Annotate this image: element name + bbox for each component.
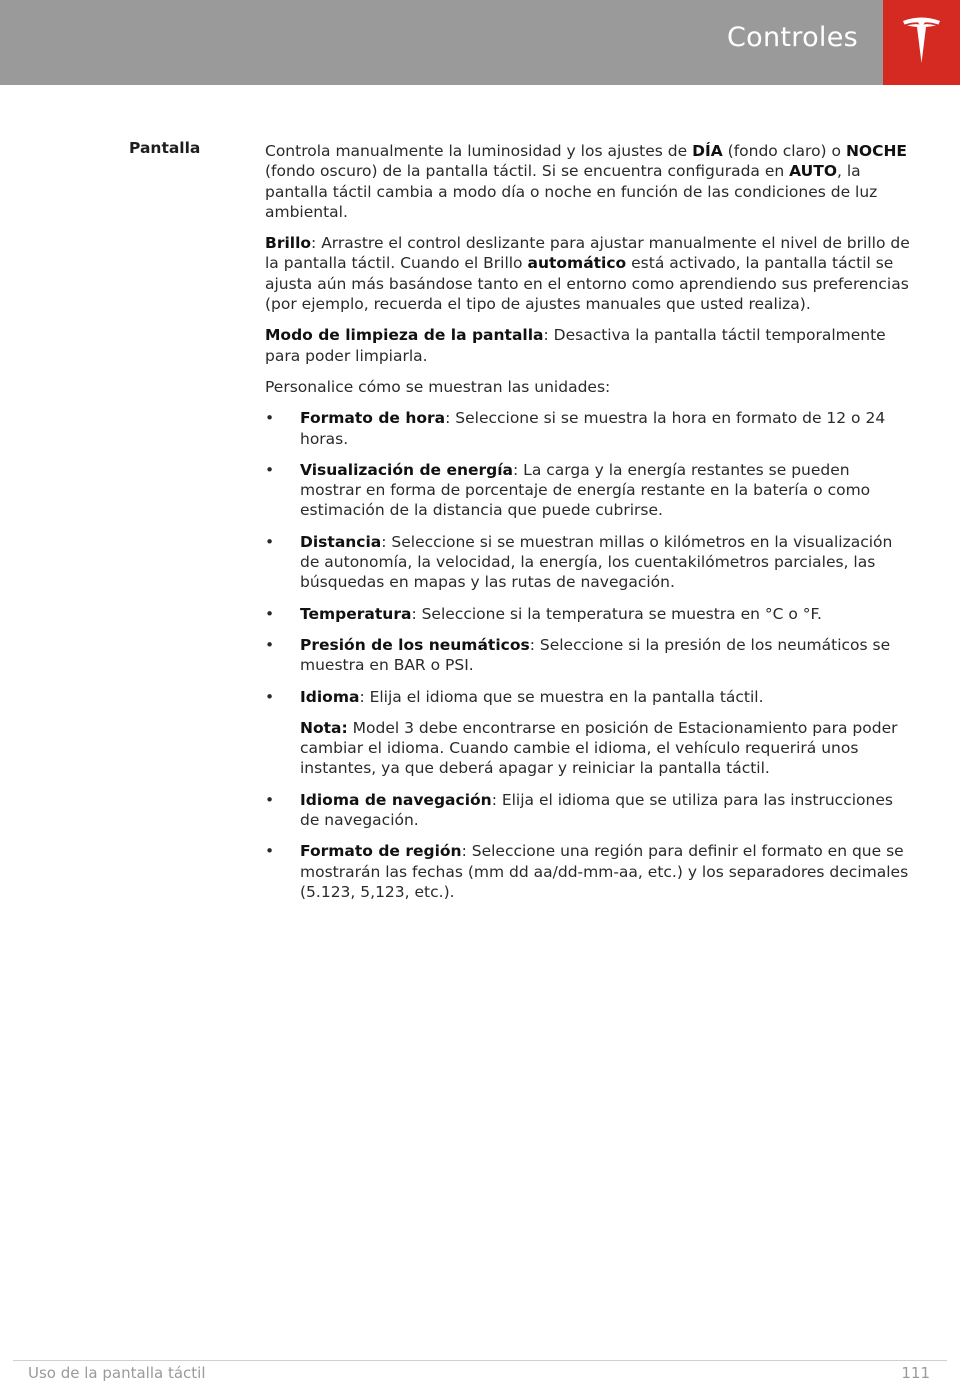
list-item <box>265 687 913 707</box>
bullet: • <box>265 635 275 654</box>
item-text: : Seleccione si se muestra la hora en formato de 12 o 24 horas. <box>300 409 886 448</box>
section-content <box>265 141 913 913</box>
brightness-text-2: está activado, la pantalla táctil se ajusta aún más basándose tanto en el entorno como aprendiendo sus preferencias (por ejemplo, recuerda el tipo de ajustes manuales que usted realiza). <box>265 254 909 314</box>
night-label: NOCHE <box>845 142 908 160</box>
list-item <box>265 408 913 449</box>
note-label: Nota: <box>300 718 348 737</box>
bullet: • <box>265 460 275 479</box>
item-label: Idioma de navegación <box>300 790 492 809</box>
item-text: : Seleccione si se muestran millas o kilómetros en la visualización de autonomía, la velocidad, la energía, los cuentakilómetros parciales, las búsquedas en mapas y las rutas de navegación. <box>300 532 893 592</box>
language-note <box>265 718 913 779</box>
day-label: DÍA <box>692 142 723 160</box>
automatic-label: automático <box>527 254 627 273</box>
footer-divider <box>13 1360 947 1361</box>
list-item <box>265 604 913 624</box>
intro-text-3: (fondo oscuro) de la pantalla táctil. Si se encuentra configurada en <box>265 162 790 181</box>
intro-paragraph <box>265 141 913 222</box>
bullet: • <box>265 409 275 428</box>
note-text: Model 3 debe encontrarse en posición de Estacionamiento para poder cambiar el idioma. Cuando cambie el idioma, el vehículo requerirá unos instantes, ya que deberá apagar y reiniciar la pantalla táctil. <box>300 718 898 778</box>
bullet: • <box>265 687 275 706</box>
item-text: : Seleccione si la presión de los neumáticos se muestra en BAR o PSI. <box>300 635 891 675</box>
bullet: • <box>265 842 275 861</box>
units-list <box>265 408 913 707</box>
cleaning-mode-label: Modo de limpieza de la pantalla <box>265 326 544 345</box>
units-list-continued <box>265 790 913 902</box>
section-label: Pantalla <box>129 139 201 157</box>
page-number: 111 <box>901 1364 930 1382</box>
intro-text-4: , la pantalla táctil cambia a modo día o noche en función de las condiciones de luz ambiental. <box>265 162 878 221</box>
cleaning-paragraph <box>265 325 913 366</box>
brightness-text-1: : Arrastre el control deslizante para ajustar manualmente el nivel de brillo de la pantalla táctil. Cuando el Brillo <box>265 234 910 273</box>
list-item <box>265 635 913 676</box>
logo-box <box>883 0 960 85</box>
item-label: Formato de región <box>300 842 462 861</box>
units-intro: Personalice cómo se muestran las unidades: <box>265 377 611 396</box>
item-text: : Seleccione una región para definir el formato en que se mostrarán las fechas (mm dd aa/dd-mm-aa, etc.) y los separadores decimales (5.123, 5,123, etc.). <box>300 842 909 901</box>
item-label: Visualización de energía <box>300 460 514 479</box>
brightness-label: Brillo <box>265 234 312 253</box>
list-item <box>265 790 913 831</box>
cleaning-text: : Desactiva la pantalla táctil temporalmente para poder limpiarla. <box>265 326 886 365</box>
item-text: : La carga y la energía restantes se pueden mostrar en forma de porcentaje de energía restante en la batería o como estimación de la distancia que puede cubrirse. <box>300 460 871 520</box>
bullet: • <box>265 790 275 809</box>
brightness-paragraph <box>265 233 913 314</box>
bullet: • <box>265 604 275 623</box>
item-label: Temperatura <box>300 604 412 623</box>
auto-label: AUTO <box>789 162 837 181</box>
list-item <box>265 532 913 593</box>
list-item <box>265 460 913 521</box>
item-label: Presión de los neumáticos <box>300 635 530 654</box>
tesla-logo-icon <box>901 15 942 65</box>
intro-text-1: Controla manualmente la luminosidad y los ajustes de <box>265 142 693 160</box>
item-label: Idioma <box>300 687 360 706</box>
item-text: : Elija el idioma que se muestra en la pantalla táctil. <box>359 687 764 706</box>
item-label: Formato de hora <box>300 409 446 428</box>
footer-section-title: Uso de la pantalla táctil <box>28 1364 206 1382</box>
item-text: : Seleccione si la temperatura se muestra en °C o °F. <box>411 604 822 623</box>
intro-text-2: (fondo claro) o <box>722 142 846 160</box>
bullet: • <box>265 532 275 551</box>
page-title: Controles <box>727 22 858 53</box>
list-item <box>265 841 913 902</box>
item-text: : Elija el idioma que se utiliza para las instrucciones de navegación. <box>300 790 893 830</box>
item-label: Distancia <box>300 532 382 551</box>
